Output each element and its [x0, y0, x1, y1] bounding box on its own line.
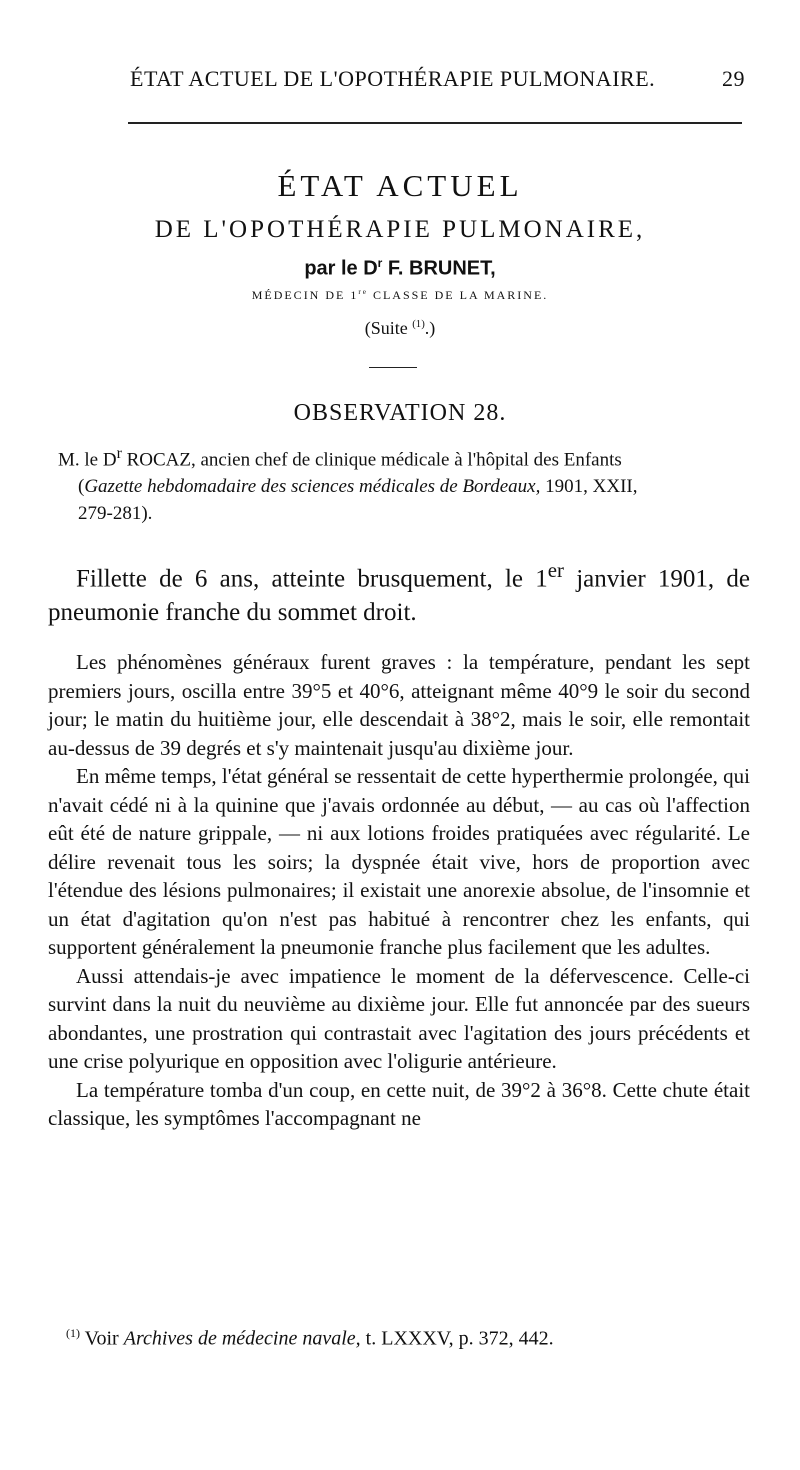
suite-note: [0, 318, 800, 339]
lead-part2: janvier 1901, de pneumonie franche du sommet droit.: [48, 565, 751, 627]
body-text: [48, 648, 750, 1133]
running-head: [130, 66, 745, 92]
source-volume: 1901, XXII,: [540, 476, 638, 498]
footnote-marker: (1): [66, 1326, 80, 1340]
author-affiliation: [0, 288, 800, 303]
page-number: 29: [722, 66, 745, 91]
affil-prefix: MÉDECIN DE 1: [251, 288, 359, 302]
suite-footnote-ref[interactable]: (1): [412, 318, 425, 330]
affil-sup: re: [358, 288, 368, 296]
article-title-line2: DE L'OPOTHÉRAPIE PULMONAIRE,: [154, 216, 646, 243]
paragraph: Les phénomènes généraux furent graves : la température, pendant les sept premiers jours, oscilla entre 39°5 et 40°6, atteignant même 40°9 le soir du second jour; le matin du huitième jour, elle descendait à 38°2, mais le soir, elle remontait au-dessus de 39 degrés et s'y maintenait jusqu'au dixième jour.: [48, 650, 750, 760]
article-title-line1: ÉTAT ACTUEL: [277, 168, 523, 203]
affil-suffix: CLASSE DE LA MARINE.: [367, 288, 549, 302]
footnote-text-start: Voir: [80, 1327, 124, 1350]
suite-close: .): [424, 318, 436, 338]
author-line: [0, 256, 800, 281]
lead-part1: Fillette de 6 ans, atteinte brusquement, le 1: [76, 565, 548, 593]
section-divider: [369, 367, 417, 368]
footnote: [66, 1326, 746, 1351]
observation-source: [58, 440, 746, 527]
footnote-text-end: t. LXXXV, p. 372, 442.: [360, 1327, 554, 1350]
suite-text: (Suite: [364, 318, 408, 338]
header-rule: [128, 122, 742, 124]
running-head-title: ÉTAT ACTUEL DE L'OPOTHÉRAPIE PULMONAIRE.: [130, 66, 656, 91]
author-name: F. BRUNET,: [382, 257, 496, 280]
paragraph: En même temps, l'état général se ressentait de cette hyperthermie prolongée, qui n'avait cédé ni à la quinine que j'avais ordonnée au début, — au cas où l'affection eût été de nature grippale, — ni aux lotions froides pratiquées avec régularité. Le délire revenait tous les soirs; la dyspnée était vive, hors de proportion avec l'étendue des lésions pulmonaires; il existait une anorexie absolue, de l'insomnie et un état d'agitation qu'on n'est pas habitué à rencontrer chez les enfants, qui supportent généralement la pneumonie franche plus facilement que les adultes.: [48, 764, 750, 959]
author-sup: r: [377, 256, 383, 270]
observation-heading: OBSERVATION 28.: [293, 400, 507, 426]
source-pages: 279-281).: [78, 503, 153, 525]
source-author: ROCAZ, ancien chef de clinique médicale à l'hôpital des Enfants: [121, 449, 622, 471]
source-paren: (: [78, 476, 85, 498]
source-sup: r: [116, 445, 122, 462]
paragraph: La température tomba d'un coup, en cette nuit, de 39°2 à 36°8. Cette chute était classique, les symptômes l'accompagnant ne: [48, 1077, 750, 1130]
case-summary: [48, 553, 750, 630]
paragraph: Aussi attendais-je avec impatience le moment de la défervescence. Celle-ci survint dans la nuit du neuvième au dixième jour. Elle fut annoncée par des sueurs abondantes, une prostration qui contrastait avec l'agitation des jours précédents et une crise polyurique en opposition avec l'oligurie antérieure.: [48, 963, 750, 1073]
lead-sup: er: [547, 558, 564, 582]
source-journal: Gazette hebdomadaire des sciences médicales de Bordeaux,: [84, 476, 541, 498]
footnote-journal: Archives de médecine navale,: [123, 1327, 361, 1350]
author-prefix: par le D: [304, 257, 378, 280]
source-prefix: M. le D: [58, 449, 117, 471]
